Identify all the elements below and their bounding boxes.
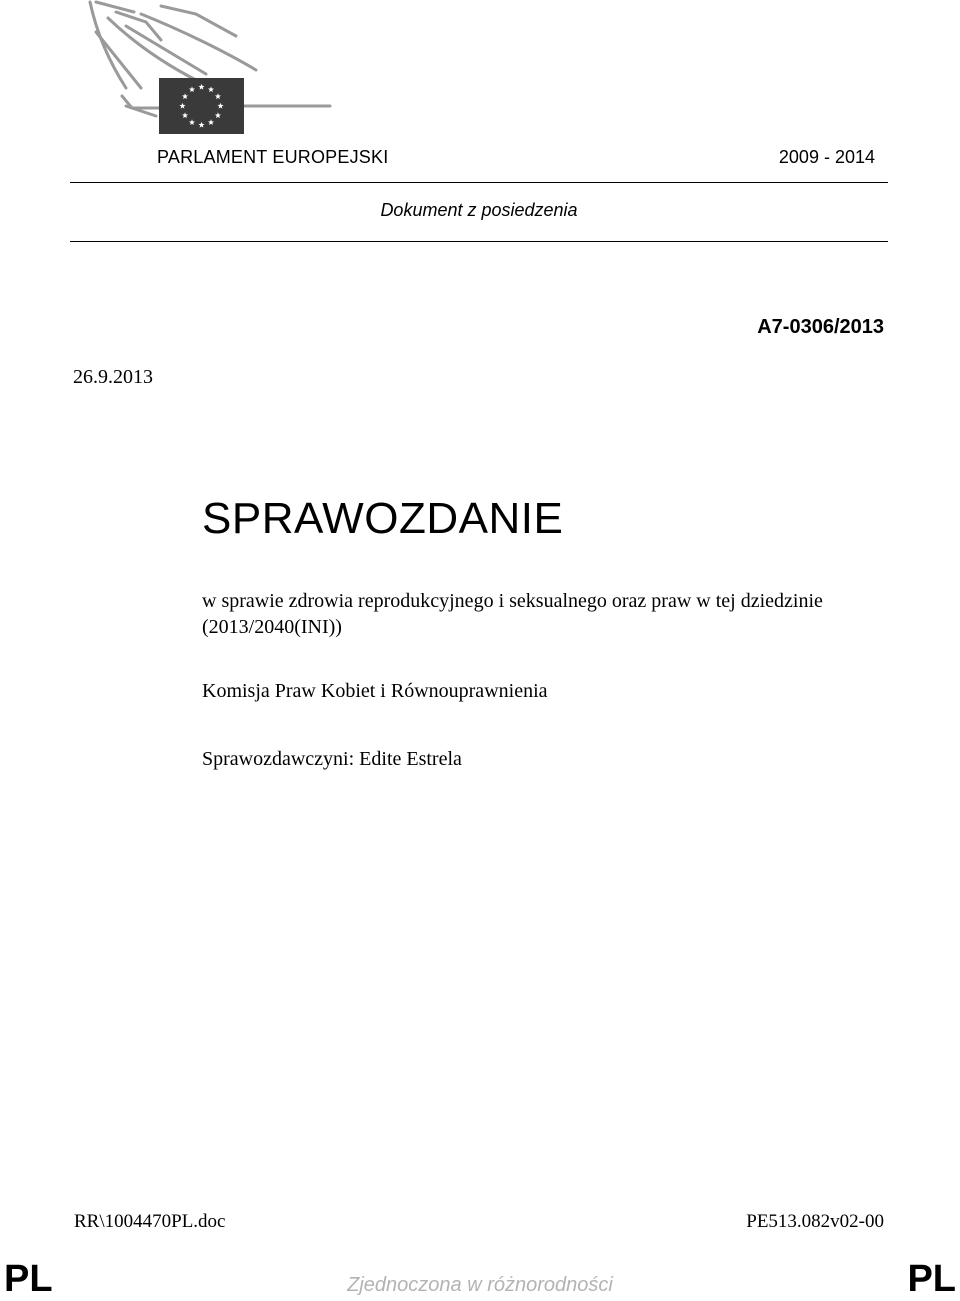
- file-reference: RR\1004470PL.doc: [74, 1211, 226, 1232]
- rapporteur: Sprawozdawczyni: Edite Estrela: [202, 748, 462, 770]
- report-title: SPRAWOZDANIE: [202, 494, 564, 543]
- report-procedure-number: (2013/2040(INI)): [202, 616, 342, 638]
- parliamentary-term: 2009 - 2014: [778, 147, 875, 167]
- language-code-right: PL: [907, 1258, 956, 1300]
- header-divider-top: [70, 182, 888, 183]
- document-number: A7-0306/2013: [757, 316, 884, 338]
- header-divider-bottom: [70, 241, 888, 242]
- report-subject-line-1: w sprawie zdrowia reprodukcyjnego i seksualnego oraz praw w tej dziedzinie: [202, 590, 823, 612]
- eu-motto: Zjednoczona w różnorodności: [347, 1274, 613, 1296]
- report-subject: [202, 588, 902, 640]
- document-date: 26.9.2013: [73, 366, 153, 388]
- european-parliament-logo-icon: [86, 0, 336, 140]
- committee-name: Komisja Praw Kobiet i Równouprawnienia: [202, 680, 548, 702]
- document-type: Dokument z posiedzenia: [380, 200, 578, 220]
- language-code-left: PL: [4, 1258, 53, 1300]
- institution-name: PARLAMENT EUROPEJSKI: [157, 147, 389, 167]
- pe-reference: PE513.082v02-00: [746, 1211, 884, 1232]
